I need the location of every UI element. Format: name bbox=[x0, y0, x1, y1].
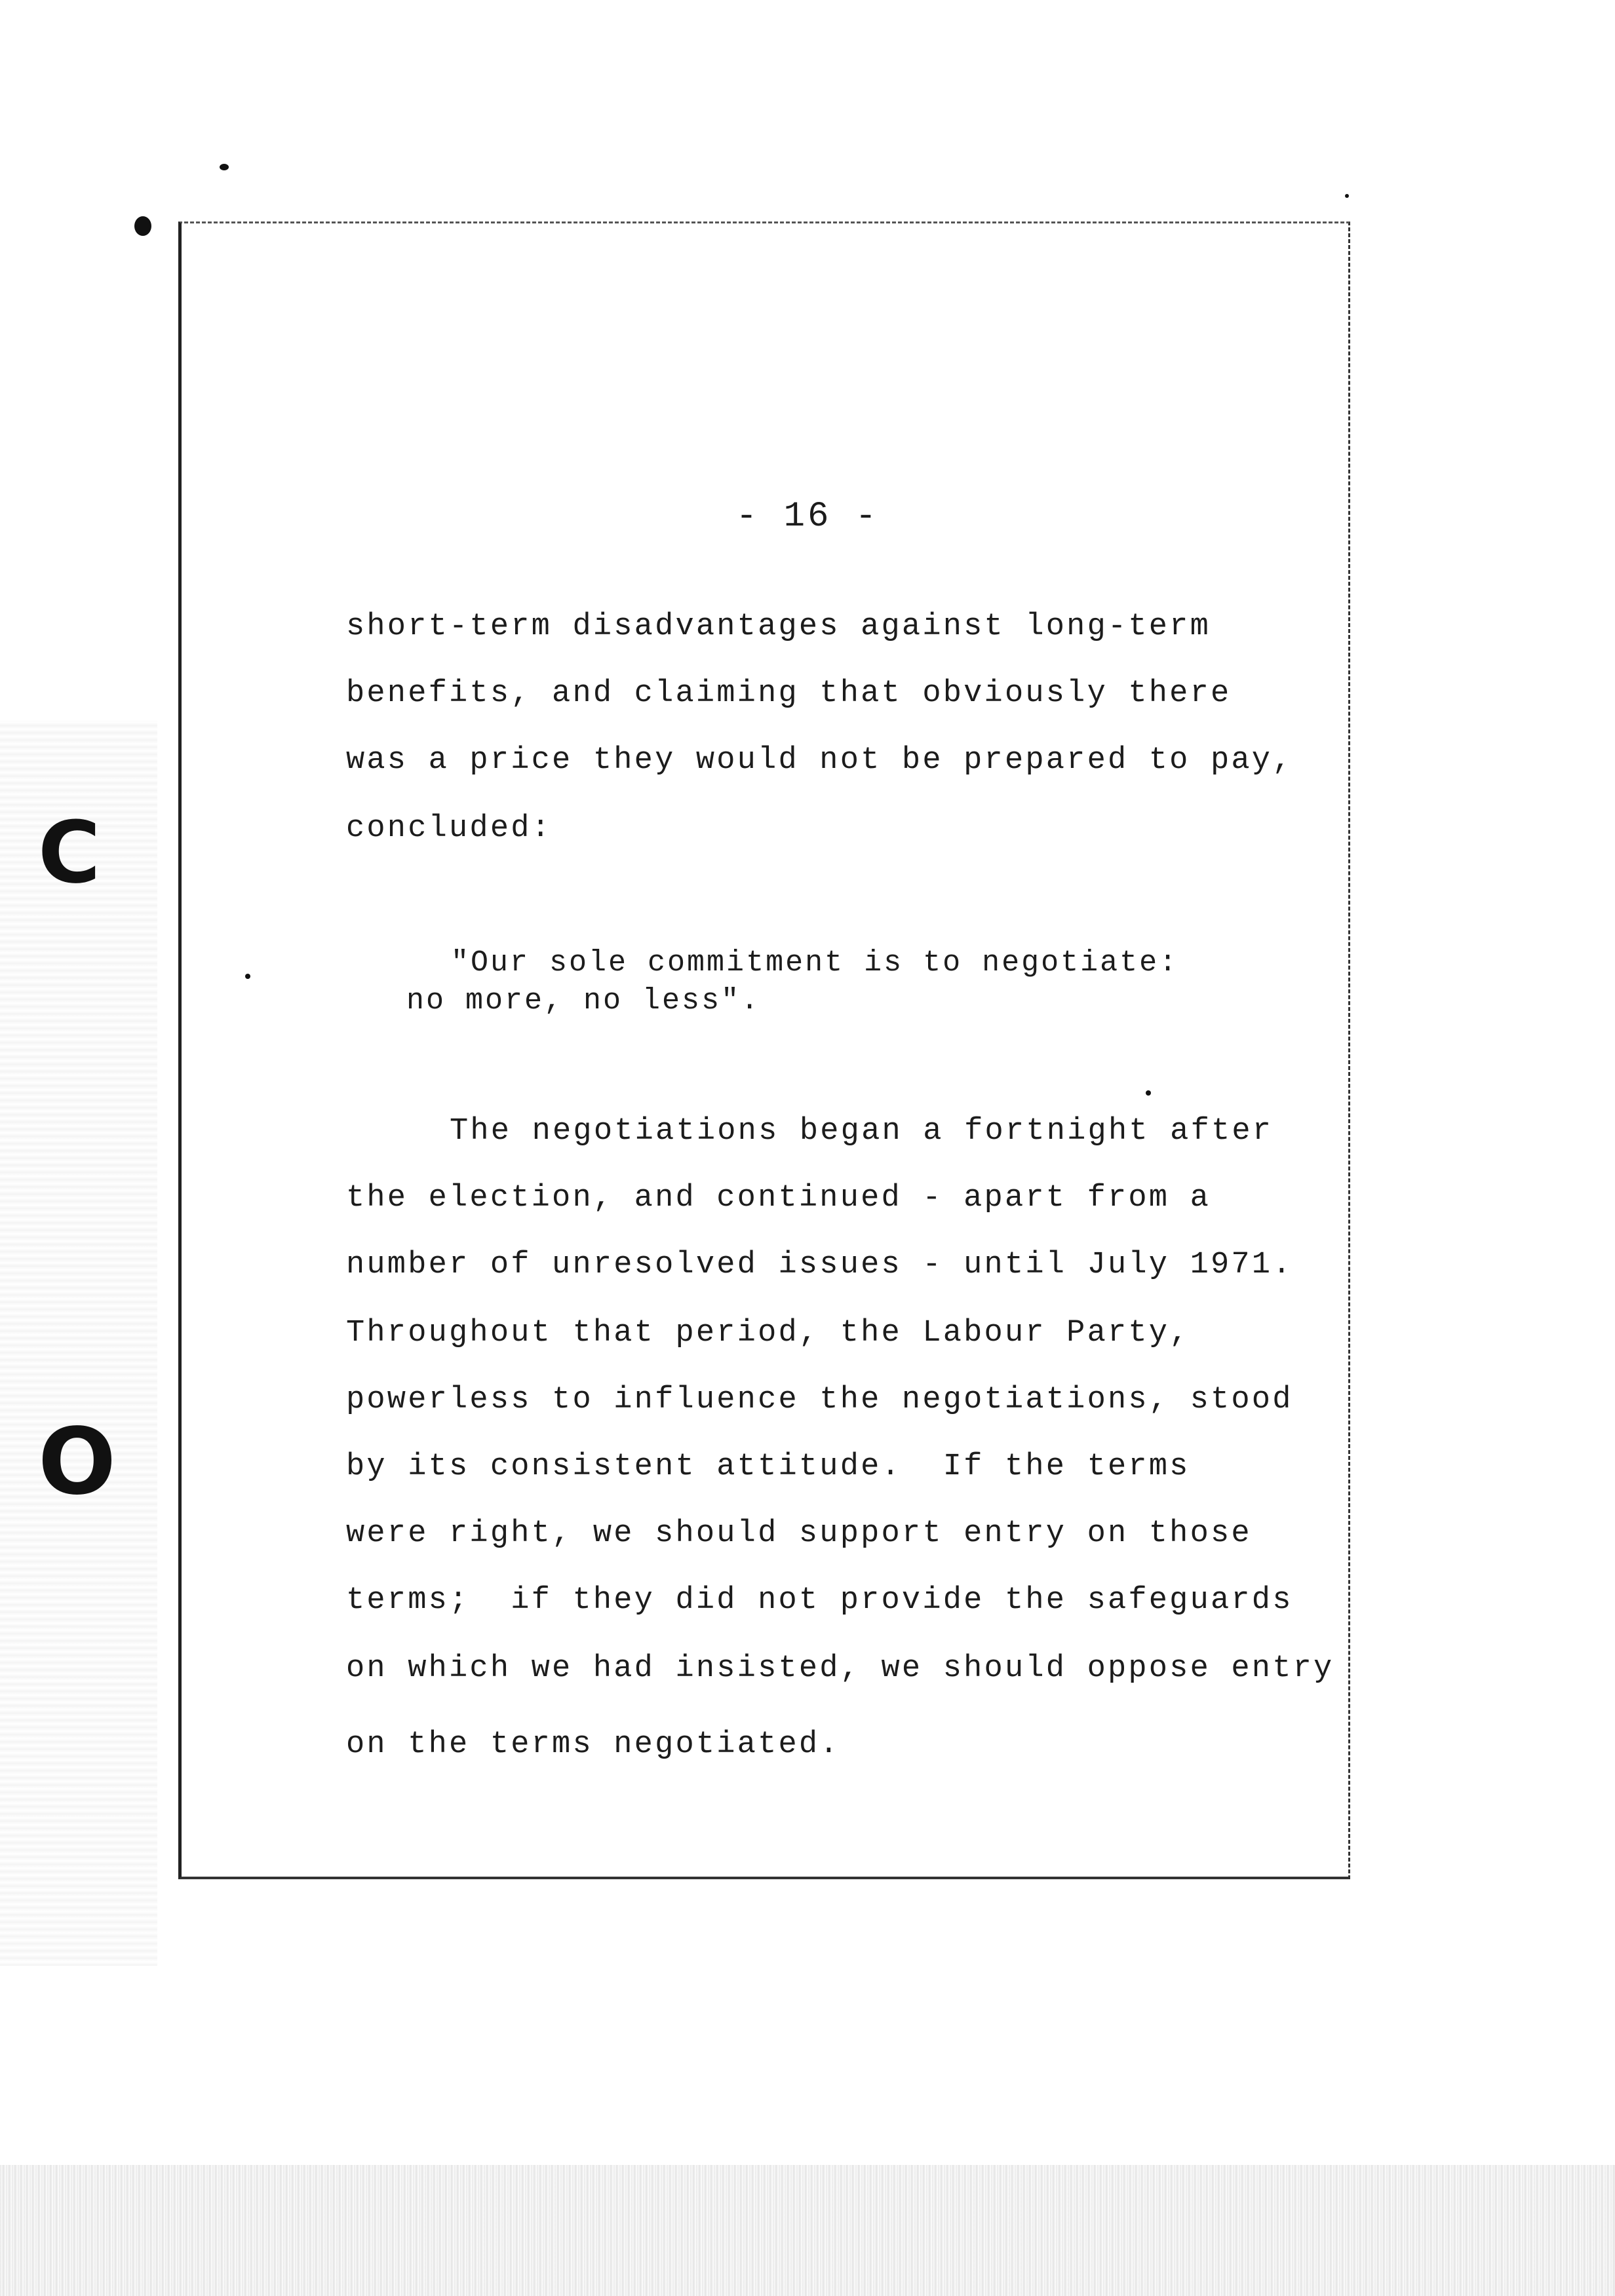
text-line: was a price they would not be prepared to pay, bbox=[346, 743, 1293, 778]
text-line: concluded: bbox=[346, 811, 553, 846]
page-number: - 16 - bbox=[735, 497, 880, 537]
text-line: by its consistent attitude. If the terms bbox=[346, 1449, 1190, 1484]
text-line: The negotiations began a fortnight after bbox=[450, 1114, 1274, 1149]
text-line: the election, and continued - apart from a bbox=[346, 1181, 1211, 1215]
text-line: Throughout that period, the Labour Party, bbox=[346, 1316, 1190, 1350]
scan-noise-left bbox=[0, 721, 157, 1966]
text-line: short-term disadvantages against long-term bbox=[346, 609, 1211, 644]
quote-line: "Our sole commitment is to negotiate: bbox=[451, 946, 1179, 980]
ink-dot bbox=[134, 216, 151, 236]
text-line: benefits, and claiming that obviously there bbox=[346, 676, 1232, 711]
ink-dot bbox=[1345, 194, 1349, 198]
text-line: terms; if they did not provide the safeguards bbox=[346, 1583, 1293, 1618]
punch-hole-mark: C bbox=[38, 803, 101, 902]
text-line: number of unresolved issues - until July 1971. bbox=[346, 1248, 1293, 1282]
quote-line: no more, no less". bbox=[406, 984, 761, 1018]
ink-dot bbox=[220, 164, 229, 170]
text-line: powerless to influence the negotiations, stood bbox=[346, 1383, 1293, 1417]
text-line: on which we had insisted, we should oppose entry bbox=[346, 1651, 1334, 1686]
text-line: on the terms negotiated. bbox=[346, 1727, 840, 1762]
punch-hole-mark: O bbox=[38, 1409, 117, 1516]
scan-noise-bottom bbox=[0, 2165, 1615, 2296]
page-frame bbox=[178, 221, 1350, 1879]
text-line: were right, we should support entry on those bbox=[346, 1516, 1252, 1551]
